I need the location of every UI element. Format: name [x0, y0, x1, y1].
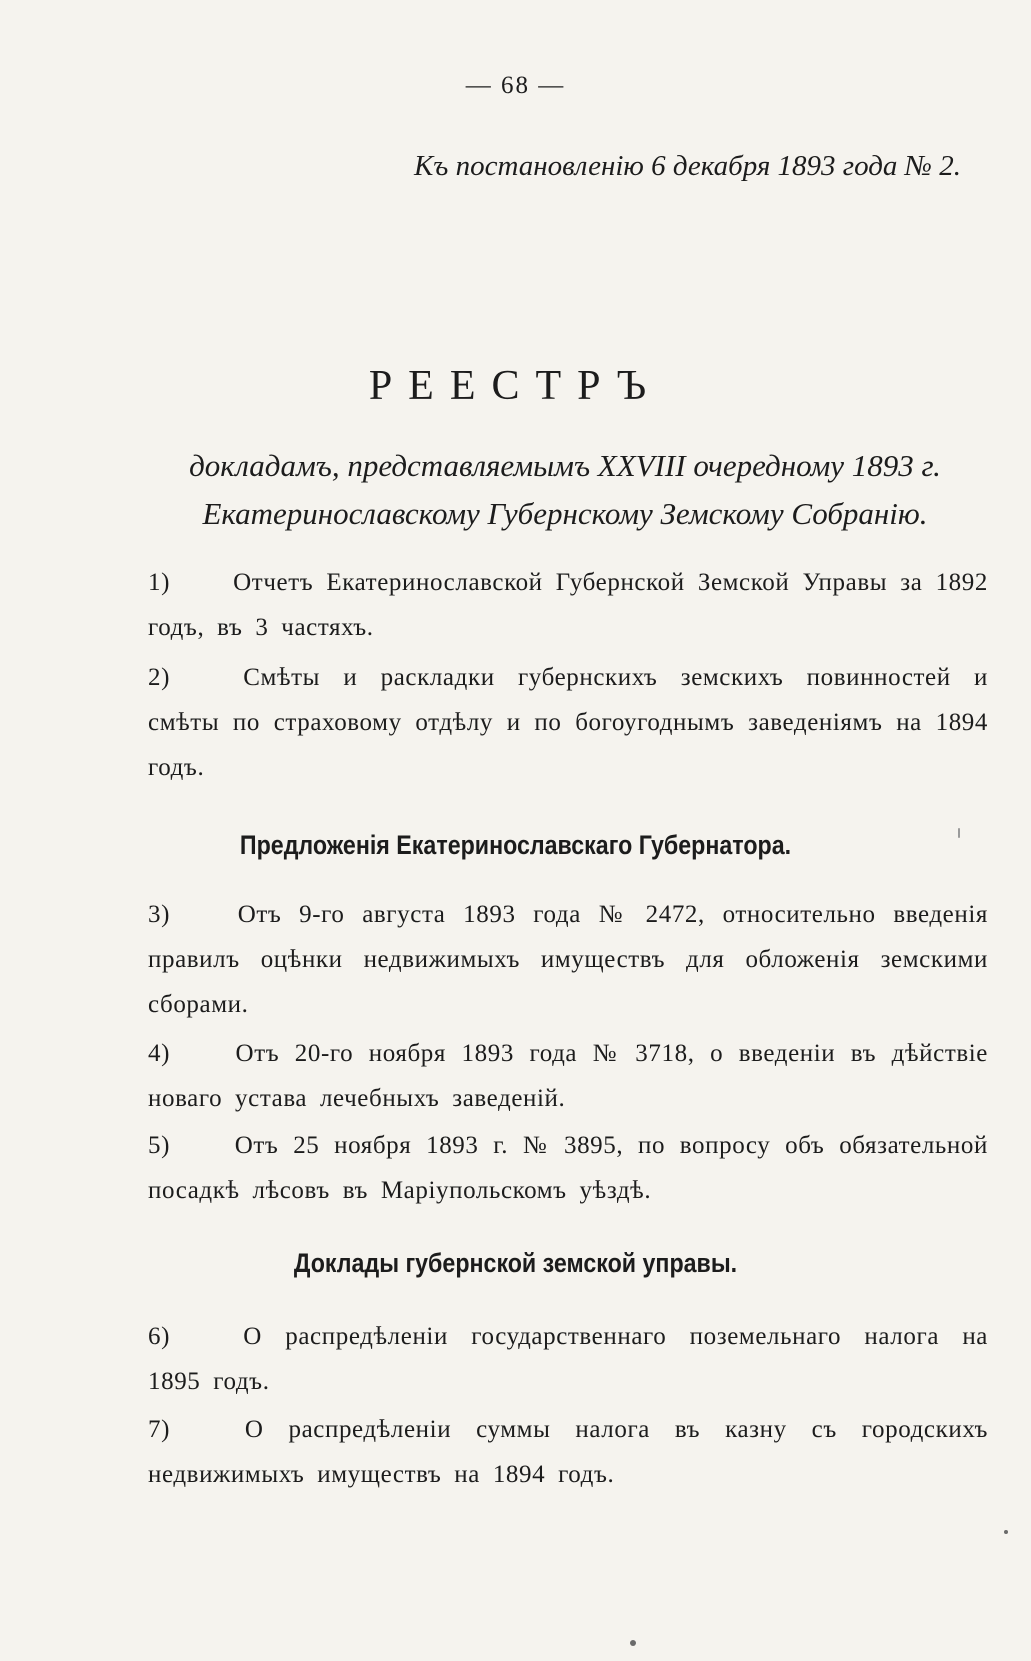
paper-speck: [958, 828, 960, 838]
paper-speck: [630, 1640, 636, 1646]
list-item: [148, 655, 988, 790]
paper-speck: [1004, 1530, 1008, 1534]
list-item: [148, 1314, 988, 1404]
page-number: — 68 —: [465, 72, 566, 99]
item-number: 2): [148, 664, 171, 691]
resolution-reference: Къ постановленію 6 декабря 1893 года № 2.: [414, 150, 961, 182]
item-text: О распредѣленіи государственнаго поземельнаго налога на 1895 годъ.: [148, 1323, 988, 1395]
item-text: Отъ 9-го августа 1893 года № 2472, относительно введенія правилъ оцѣнки недвижимыхъ имуществъ для обложенія земскими сборами.: [148, 901, 988, 1018]
list-item: [148, 892, 988, 1027]
item-number: 5): [148, 1132, 171, 1159]
list-item: [148, 560, 988, 650]
list-item: [148, 1407, 988, 1497]
item-text: О распредѣленіи суммы налога въ казну съ городскихъ недвижимыхъ имуществъ на 1894 годъ.: [148, 1416, 989, 1488]
item-number: 6): [148, 1323, 171, 1350]
item-text: Отъ 20-го ноября 1893 года № 3718, о введеніи въ дѣйствіе новаго устава лечебныхъ заведеній.: [148, 1040, 988, 1112]
section-heading-board-reports: Доклады губернской земской управы.: [293, 1248, 738, 1278]
item-number: 1): [148, 569, 171, 596]
item-text: Смѣты и раскладки губернскихъ земскихъ повинностей и смѣты по страховому отдѣлу и по богоугоднымъ заведеніямъ на 1894 годъ.: [148, 664, 988, 781]
item-text: Отъ 25 ноября 1893 г. № 3895, по вопросу объ обязательной посадкѣ лѣсовъ въ Маріупольскомъ уѣздѣ.: [148, 1132, 988, 1204]
item-number: 7): [148, 1416, 171, 1443]
item-text: Отчетъ Екатеринославской Губернской Земской Управы за 1892 годъ, въ 3 частяхъ.: [148, 569, 988, 641]
list-item: [148, 1123, 988, 1213]
list-item: [148, 1031, 988, 1121]
subtitle-line-1: докладамъ, представляемымъ XXVIII очередному 1893 г.: [189, 448, 941, 483]
item-number: 4): [148, 1040, 171, 1067]
item-number: 3): [148, 901, 171, 928]
subtitle-line-2: Екатеринославскому Губернскому Земскому Собранію.: [202, 496, 928, 531]
section-heading-governor-proposals: Предложенія Екатеринославскаго Губернатора.: [239, 830, 792, 860]
register-title: РЕЕСТРЪ: [368, 363, 663, 409]
